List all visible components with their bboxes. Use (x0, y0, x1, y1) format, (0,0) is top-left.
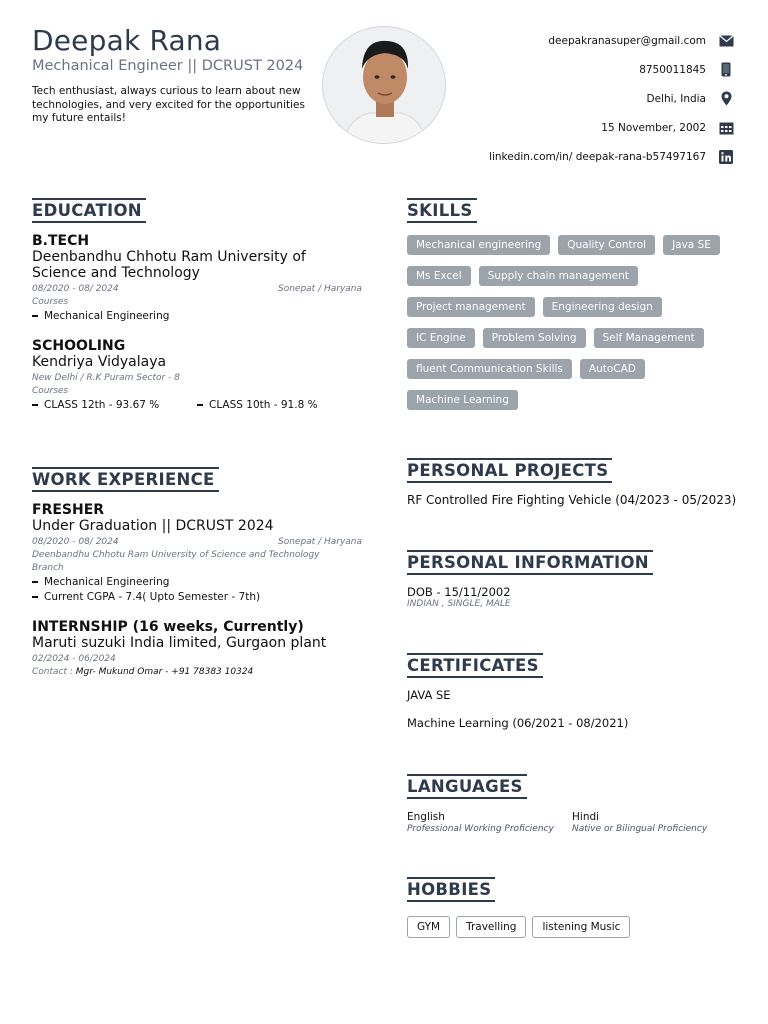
education-section (32, 198, 362, 411)
list-item (32, 310, 362, 322)
dob-text: DOB - 15/11/2002 (407, 585, 511, 599)
contact-phone[interactable] (414, 55, 734, 84)
btech-school: Deenbandhu Chhotu Ram University of Science and Technology (32, 249, 306, 281)
fresher-dates: 08/2020 - 08/ 2024 (32, 537, 119, 547)
class12-score: CLASS 12th - 93.67 % (44, 399, 160, 411)
fresher-org: Deenbandhu Chhotu Ram University of Science and Technology (32, 550, 320, 560)
projects-section (407, 458, 737, 507)
project-item: RF Controlled Fire Fighting Vehicle (04/2023 - 05/2023) (407, 493, 737, 507)
internship-contact-value: Mgr- Mukund Omar - +91 78383 10324 (75, 667, 254, 677)
language-name: Hindi (572, 811, 600, 823)
btech-meta (32, 284, 362, 294)
hobbies-heading: HOBBIES (407, 877, 495, 902)
language-level: Professional Working Proficiency (407, 824, 554, 834)
list-item (197, 399, 362, 411)
person-name: Deepak Rana (32, 24, 222, 57)
languages-heading: LANGUAGES (407, 774, 527, 799)
certificate-item: Machine Learning (06/2021 - 08/2021) (407, 716, 629, 730)
class10-score: CLASS 10th - 91.8 % (209, 399, 318, 411)
contact-birthdate (414, 113, 734, 142)
language-item (572, 811, 737, 834)
hobbies-list (407, 916, 737, 938)
work-section (32, 467, 362, 677)
skill-chip: Machine Learning (407, 390, 518, 410)
skill-chip: Quality Control (558, 235, 655, 255)
skills-list (407, 235, 737, 410)
schooling-school: Kendriya Vidyalaya (32, 354, 167, 370)
btech-degree: B.TECH (32, 233, 90, 249)
certificates-heading: CERTIFICATES (407, 653, 543, 678)
linkedin-text: linkedin.com/in/ deepak-rana-b57497167 (489, 150, 706, 163)
skill-chip: Mechanical engineering (407, 235, 550, 255)
hobbies-section (407, 877, 737, 938)
hobby-chip: GYM (407, 916, 450, 938)
internship-title: INTERNSHIP (16 weeks, Currently) (32, 619, 304, 635)
languages-list (407, 811, 737, 834)
location-text: Delhi, India (646, 92, 706, 105)
skill-chip: AutoCAD (580, 359, 645, 379)
schooling-title: SCHOOLING (32, 338, 126, 354)
languages-section (407, 774, 737, 834)
hobby-chip: Travelling (456, 916, 526, 938)
calendar-icon (718, 120, 734, 136)
skill-chip: Problem Solving (483, 328, 586, 348)
contact-linkedin[interactable] (414, 142, 734, 171)
fresher-sub: Under Graduation || DCRUST 2024 (32, 518, 274, 534)
language-name: English (407, 811, 445, 823)
contact-location (414, 84, 734, 113)
certificates-section (407, 653, 737, 730)
fresher-title: FRESHER (32, 502, 105, 518)
internship-company: Maruti suzuki India limited, Gurgaon plant (32, 635, 327, 651)
fresher-cgpa: Current CGPA - 7.4( Upto Semester - 7th) (44, 591, 261, 603)
btech-course: Mechanical Engineering (44, 310, 170, 322)
personal-info-section (407, 550, 737, 609)
list-item (32, 399, 197, 411)
email-text: deepakranasuper@gmail.com (548, 34, 706, 47)
birthdate-text: 15 November, 2002 (601, 121, 706, 134)
projects-heading: PERSONAL PROJECTS (407, 458, 612, 483)
btech-dates: 08/2020 - 08/ 2024 (32, 284, 119, 294)
schooling-location: New Delhi / R.K Puram Sector - 8 (32, 373, 180, 383)
contact-email[interactable] (414, 26, 734, 55)
btech-courses-label: Courses (32, 297, 69, 307)
contact-list (414, 26, 734, 171)
internship-contact-label: Contact : (32, 667, 73, 677)
list-item (32, 576, 362, 588)
summary-text: Tech enthusiast, always curious to learn about new technologies, and very excited for the opportunities my future entails! (32, 85, 305, 124)
fresher-branch: Mechanical Engineering (44, 576, 170, 588)
internship-dates: 02/2024 - 06/2024 (32, 654, 116, 664)
hobby-chip: listening Music (532, 916, 630, 938)
skill-chip: Supply chain management (479, 266, 638, 286)
skill-chip: Self Management (594, 328, 704, 348)
fresher-location: Sonepat / Haryana (277, 537, 362, 547)
personal-info-heading: PERSONAL INFORMATION (407, 550, 653, 575)
linkedin-icon (718, 149, 734, 165)
certificate-item: JAVA SE (407, 688, 451, 702)
list-item (32, 591, 362, 603)
skill-chip: fluent Communication Skills (407, 359, 572, 379)
btech-location: Sonepat / Haryana (277, 284, 362, 294)
phone-icon (718, 62, 734, 78)
skill-chip: Project management (407, 297, 535, 317)
personal-details: INDIAN , SINGLE, MALE (407, 599, 511, 609)
schooling-classes (32, 396, 362, 411)
job-title: Mechanical Engineer || DCRUST 2024 (32, 58, 304, 74)
skill-chip: Java SE (663, 235, 720, 255)
language-item (407, 811, 572, 834)
skill-chip: IC Engine (407, 328, 475, 348)
location-pin-icon (718, 91, 734, 107)
phone-text: 8750011845 (639, 63, 706, 76)
language-level: Native or Bilingual Proficiency (572, 824, 708, 834)
skills-heading: SKILLS (407, 198, 477, 223)
fresher-meta (32, 537, 362, 547)
envelope-icon (718, 33, 734, 49)
skill-chip: Ms Excel (407, 266, 471, 286)
schooling-courses-label: Courses (32, 386, 69, 396)
internship-contact (32, 667, 362, 677)
skill-chip: Engineering design (543, 297, 662, 317)
education-heading: EDUCATION (32, 198, 146, 223)
fresher-branch-label: Branch (32, 563, 64, 573)
work-heading: WORK EXPERIENCE (32, 467, 219, 492)
skills-section (407, 198, 737, 410)
